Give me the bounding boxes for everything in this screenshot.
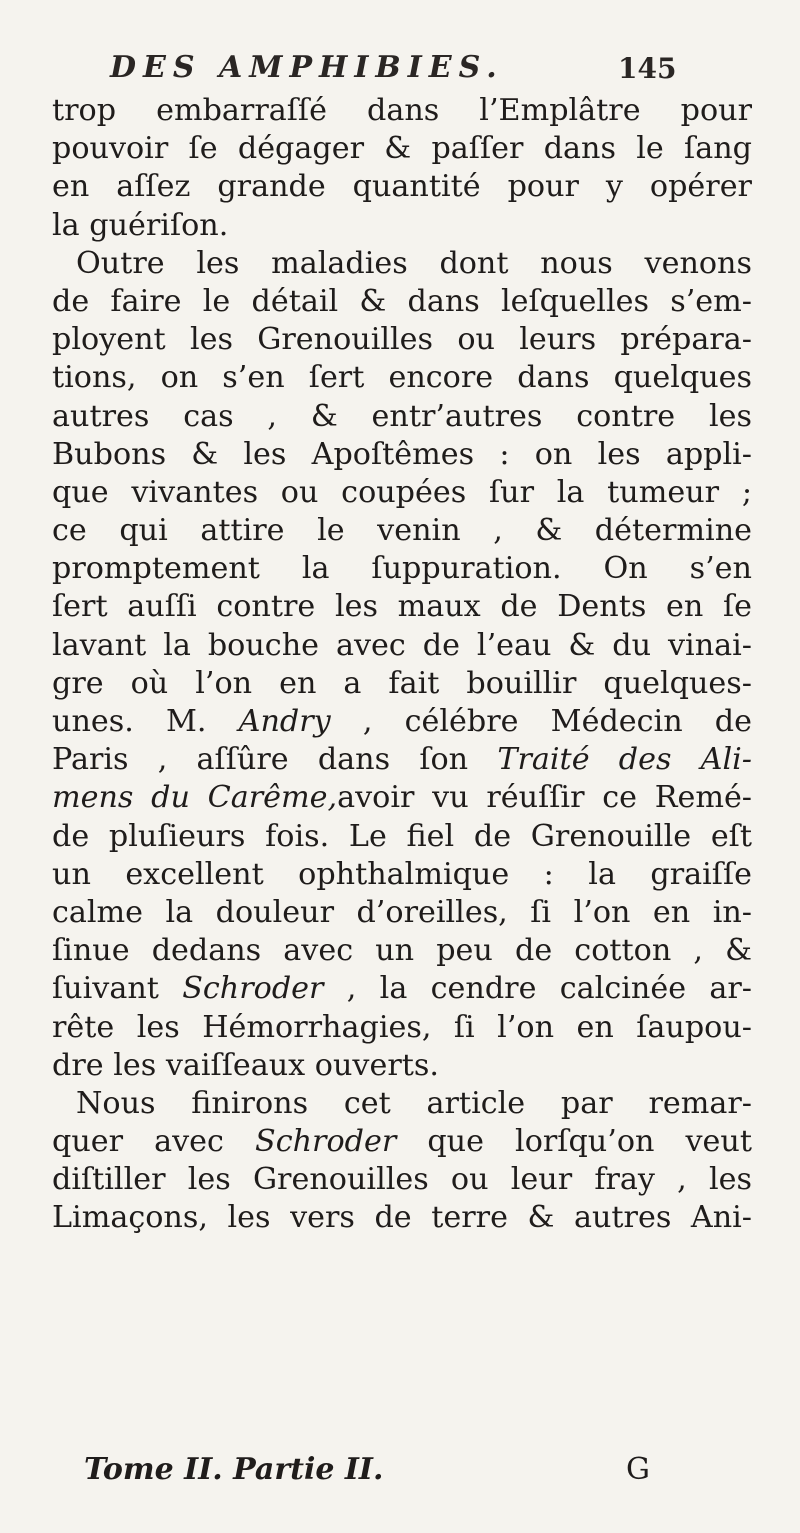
text-run: que lorſqu’on veut <box>396 1124 752 1160</box>
running-head-title: DES AMPHIBIES. <box>110 50 504 85</box>
text-line <box>52 359 752 397</box>
text-run: Limaçons, les vers de terre & autres Ani- <box>52 1200 752 1236</box>
text-run: avoir vu réuſſir ce Remé- <box>337 780 752 816</box>
text-run: Bubons & les Apoſtêmes : on les appli- <box>52 436 752 472</box>
text-line <box>52 92 752 130</box>
italic-text: mens du Carême, <box>52 780 338 816</box>
gathering-signature: G <box>626 1452 650 1487</box>
text-run: calme la douleur d’oreilles, ſi l’on en in- <box>52 894 752 930</box>
text-line <box>52 779 752 817</box>
text-line <box>52 245 752 283</box>
text-run: Nous finirons cet article par remar- <box>76 1085 752 1121</box>
text-run: dre les vaiſſeaux ouverts. <box>52 1047 439 1083</box>
text-line <box>52 856 752 894</box>
italic-text: Schroder <box>255 1124 397 1160</box>
text-line <box>52 474 752 512</box>
text-run: ſinue dedans avec un peu de cotton , & <box>52 933 752 969</box>
text-run: promptement la ſuppuration. On s’en <box>52 551 752 587</box>
text-line <box>52 818 752 856</box>
text-run: Paris , aſſûre dans ſon <box>52 742 498 778</box>
text-run: de faire le détail & dans leſquelles s’em- <box>52 283 752 319</box>
text-run: un excellent ophthalmique : la graiſſe <box>52 856 752 892</box>
text-run: diſtiller les Grenouilles ou leur fray , les <box>52 1162 752 1198</box>
text-line <box>52 703 752 741</box>
text-line <box>52 321 752 359</box>
text-line <box>52 1009 752 1047</box>
running-head <box>110 46 677 98</box>
text-line <box>52 512 752 550</box>
text-line <box>52 436 752 474</box>
text-run: ſuivant <box>52 971 183 1007</box>
text-run: quer avec <box>52 1124 256 1160</box>
text-line <box>52 130 752 168</box>
text-run: Outre les maladies dont nous venons <box>76 245 752 281</box>
text-line <box>52 168 752 206</box>
text-run: la guériſon. <box>52 207 229 243</box>
text-run: ployent les Grenouilles ou leurs prépara- <box>52 322 752 358</box>
text-run: que vivantes ou coupées ſur la tumeur ; <box>52 474 752 510</box>
signature-line <box>84 1452 724 1492</box>
text-run: tions, on s’en ſert encore dans quelques <box>52 360 752 396</box>
text-line <box>52 1161 752 1199</box>
text-line <box>52 932 752 970</box>
text-line <box>52 283 752 321</box>
text-line <box>52 665 752 703</box>
text-line <box>52 1085 752 1123</box>
text-run: trop embarraſſé dans l’Emplâtre pour <box>52 93 752 128</box>
body-text <box>52 92 752 1238</box>
text-line <box>52 398 752 436</box>
italic-text: Traité des Ali- <box>497 742 752 778</box>
volume-part-label: Tome II. Partie II. <box>84 1452 384 1487</box>
text-run: unes. M. <box>52 704 239 739</box>
text-run: gre où l’on en a fait bouillir quelques- <box>52 665 752 701</box>
text-line <box>52 741 752 779</box>
text-run: autres cas , & entr’autres contre les <box>52 398 752 434</box>
text-run: pouvoir ſe dégager & paſſer dans le ſang <box>52 131 752 167</box>
text-line <box>52 588 752 626</box>
text-line <box>52 894 752 932</box>
text-run: rête les Hémorrhagies, ſi l’on en ſaupou- <box>52 1009 752 1045</box>
text-line <box>52 1047 752 1085</box>
text-line <box>52 1123 752 1161</box>
text-run: lavant la bouche avec de l’eau & du vinai- <box>52 627 752 663</box>
text-line <box>52 627 752 665</box>
text-run: ſert auſſi contre les maux de Dents en ſe <box>52 589 752 625</box>
text-run: , la cendre calcinée ar- <box>323 971 752 1007</box>
text-line <box>52 1199 752 1237</box>
text-line <box>52 550 752 588</box>
italic-text: Andry <box>238 704 331 739</box>
italic-text: Schroder <box>182 971 324 1007</box>
text-run: , célébre Médecin de <box>330 704 752 739</box>
text-run: en aſſez grande quantité pour y opérer <box>52 169 752 205</box>
text-line <box>52 207 752 245</box>
text-line <box>52 970 752 1008</box>
text-run: de pluſieurs fois. Le fiel de Grenouille eſt <box>52 818 752 854</box>
page-number: 145 <box>618 52 677 85</box>
text-run: ce qui attire le venin , & détermine <box>52 513 752 549</box>
